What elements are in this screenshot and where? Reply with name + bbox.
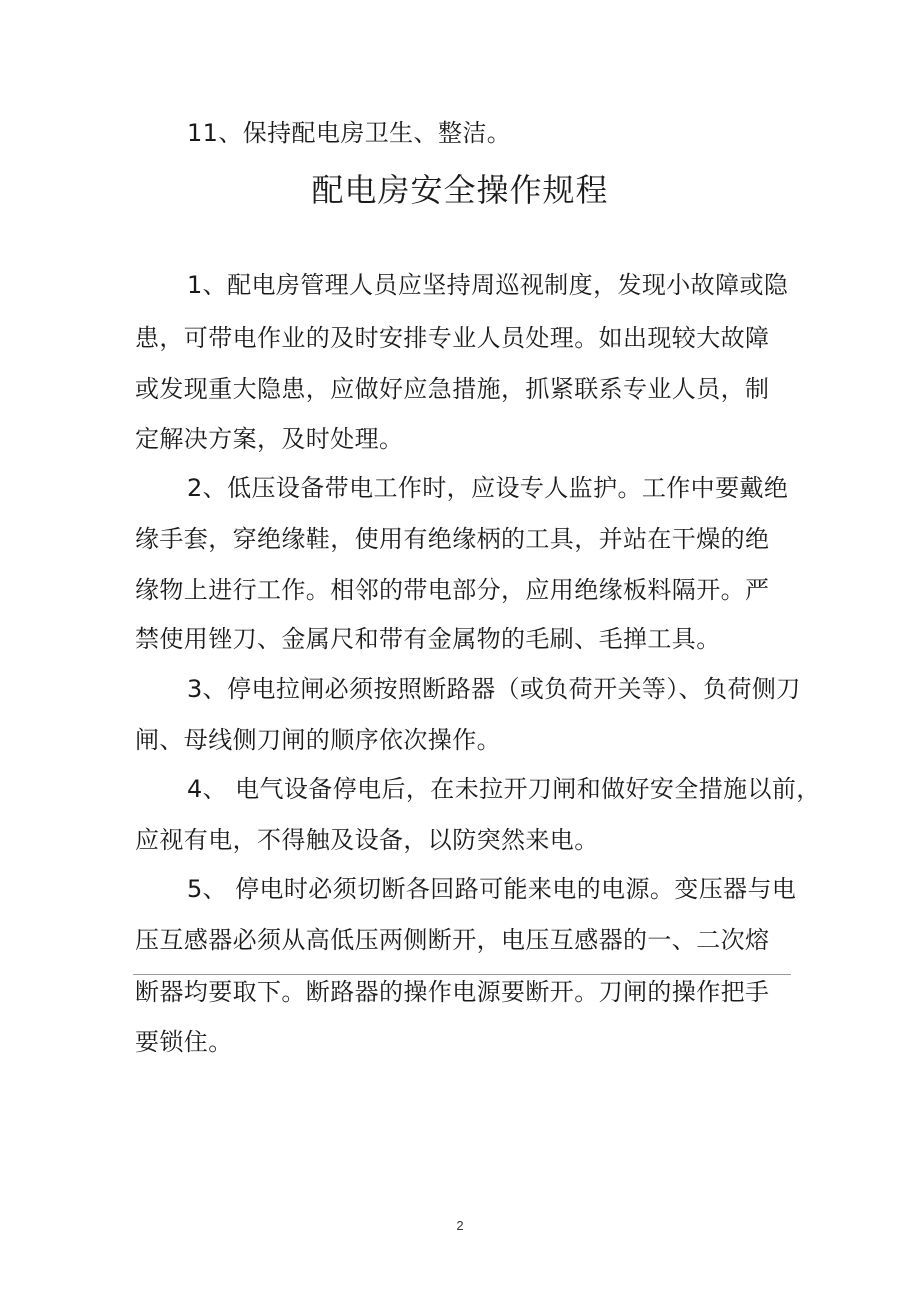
paragraph-line: 患，可带电作业的及时安排专业人员处理。如出现较大故障 — [135, 324, 770, 352]
paragraph-line: 压互感器必须从高低压两侧断开，电压互感器的一、二次熔 — [135, 926, 770, 954]
paragraph-line: 1、配电房管理人员应坚持周巡视制度，发现小故障或隐 — [187, 271, 789, 299]
paragraph-line: 缘物上进行工作。相邻的带电部分，应用绝缘板料隔开。严 — [135, 576, 770, 604]
paragraph-line: 闸、母线侧刀闸的顺序依次操作。 — [135, 726, 501, 754]
paragraph-line: 缘手套，穿绝缘鞋，使用有绝缘柄的工具，并站在干燥的绝 — [135, 525, 770, 553]
page-number: 2 — [456, 1218, 464, 1233]
horizontal-divider — [133, 974, 791, 975]
paragraph-line: 要锁住。 — [135, 1028, 233, 1056]
paragraph-line: 2、低压设备带电工作时，应设专人监护。工作中要戴绝 — [187, 474, 789, 502]
intro-item-11: 11、保持配电房卫生、整洁。 — [187, 119, 512, 147]
paragraph-line: 或发现重大隐患，应做好应急措施，抓紧联系专业人员，制 — [135, 375, 770, 403]
paragraph-line: 4、 电气设备停电后，在未拉开刀闸和做好安全措施以前， — [187, 775, 821, 803]
paragraph-line: 禁使用锉刀、金属尺和带有金属物的毛刷、毛掸工具。 — [135, 625, 721, 653]
paragraph-line: 断器均要取下。断路器的操作电源要断开。刀闸的操作把手 — [135, 978, 770, 1006]
paragraph-line: 3、停电拉闸必须按照断路器（或负荷开关等）、负荷侧刀 — [187, 675, 801, 703]
paragraph-line: 定解决方案，及时处理。 — [135, 425, 404, 453]
page-title: 配电房安全操作规程 — [311, 171, 609, 209]
paragraph-line: 应视有电，不得触及设备，以防突然来电。 — [135, 826, 599, 854]
paragraph-line: 5、 停电时必须切断各回路可能来电的电源。变压器与电 — [187, 875, 797, 903]
